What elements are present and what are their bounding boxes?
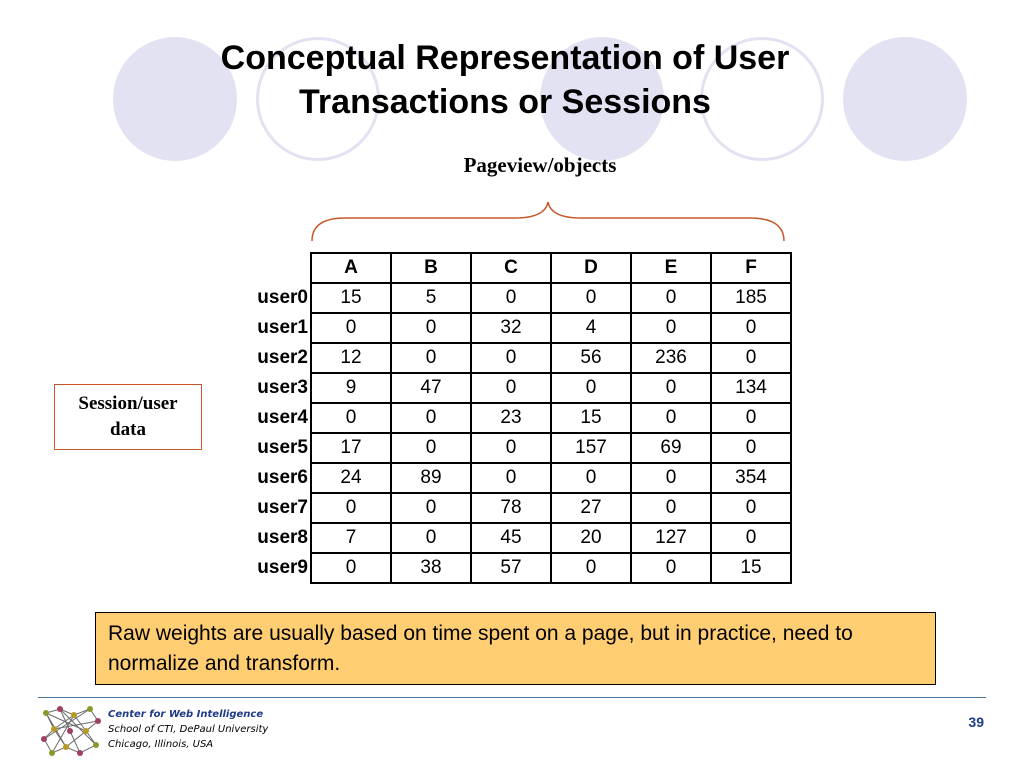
table-cell: 0 — [391, 343, 471, 373]
row-header: user1 — [257, 317, 308, 338]
row-header: user8 — [257, 527, 308, 548]
table-cell: 185 — [711, 283, 791, 313]
table-row — [232, 343, 791, 373]
web-network-logo-icon — [40, 703, 102, 759]
row-header: user7 — [257, 497, 308, 518]
footer-divider — [38, 697, 986, 698]
table-row — [232, 523, 791, 553]
footer-organization — [108, 707, 268, 752]
table-cell: 0 — [551, 283, 631, 313]
footer-school: School of CTI, DePaul University — [108, 724, 269, 735]
table-corner — [232, 253, 311, 283]
pageview-objects-label: Pageview/objects — [463, 153, 617, 177]
slide-title: Conceptual Representation of User Transactions or Sessions — [220, 39, 790, 121]
table-row — [232, 313, 791, 343]
row-header: user6 — [257, 467, 308, 488]
column-header-c: C — [471, 253, 551, 283]
table-cell: 0 — [311, 313, 391, 343]
table-cell: 0 — [631, 283, 711, 313]
table-cell: 0 — [471, 283, 551, 313]
page-number: 39 — [968, 714, 984, 730]
table-cell: 0 — [711, 313, 791, 343]
table-cell: 236 — [631, 343, 711, 373]
table-cell: 0 — [471, 463, 551, 493]
column-header-d: D — [551, 253, 631, 283]
table-cell: 0 — [711, 523, 791, 553]
table-cell: 134 — [711, 373, 791, 403]
table-cell: 0 — [471, 433, 551, 463]
table-cell: 0 — [551, 463, 631, 493]
table-cell: 0 — [711, 343, 791, 373]
row-header: user4 — [257, 407, 308, 428]
table-cell: 0 — [631, 403, 711, 433]
table-cell: 15 — [551, 403, 631, 433]
table-cell: 47 — [391, 373, 471, 403]
session-user-data-label: Session/user data — [78, 393, 178, 440]
row-header: user9 — [257, 557, 308, 578]
table-cell: 17 — [311, 433, 391, 463]
table-cell: 15 — [311, 283, 391, 313]
column-header-e: E — [631, 253, 711, 283]
table-cell: 0 — [551, 373, 631, 403]
table-cell: 0 — [711, 403, 791, 433]
table-cell: 0 — [311, 493, 391, 523]
table-cell: 7 — [311, 523, 391, 553]
table-row — [232, 493, 791, 523]
note-box — [95, 612, 936, 685]
table-cell: 0 — [311, 553, 391, 583]
column-header-f: F — [711, 253, 791, 283]
row-header: user5 — [257, 437, 308, 458]
table-cell: 0 — [631, 373, 711, 403]
curly-brace — [300, 196, 790, 246]
session-user-data-box — [54, 384, 202, 450]
table-cell: 0 — [711, 493, 791, 523]
table-cell: 0 — [631, 313, 711, 343]
column-header-a: A — [311, 253, 391, 283]
table-cell: 0 — [551, 553, 631, 583]
table-cell: 0 — [631, 553, 711, 583]
table-cell: 0 — [391, 433, 471, 463]
table-row — [232, 403, 791, 433]
session-pageview-matrix — [232, 252, 792, 584]
row-header: user0 — [257, 287, 308, 308]
table-cell: 0 — [471, 373, 551, 403]
column-header-b: B — [391, 253, 471, 283]
footer-location: Chicago, Illinois, USA — [108, 739, 214, 750]
table-cell: 45 — [471, 523, 551, 553]
row-header: user3 — [257, 377, 308, 398]
table-row — [232, 553, 791, 583]
table-row — [232, 433, 791, 463]
table-cell: 354 — [711, 463, 791, 493]
table-cell: 23 — [471, 403, 551, 433]
table-row — [232, 283, 791, 313]
table-row — [232, 463, 791, 493]
table-cell: 32 — [471, 313, 551, 343]
table-cell: 0 — [391, 313, 471, 343]
table-row — [232, 373, 791, 403]
table-cell: 89 — [391, 463, 471, 493]
table-cell: 157 — [551, 433, 631, 463]
table-cell: 127 — [631, 523, 711, 553]
table-cell: 56 — [551, 343, 631, 373]
table-cell: 9 — [311, 373, 391, 403]
table-cell: 20 — [551, 523, 631, 553]
table-cell: 0 — [311, 403, 391, 433]
table-cell: 24 — [311, 463, 391, 493]
table-cell: 0 — [391, 523, 471, 553]
table-cell: 38 — [391, 553, 471, 583]
table-cell: 57 — [471, 553, 551, 583]
table-cell: 15 — [711, 553, 791, 583]
table-cell: 12 — [311, 343, 391, 373]
table-cell: 0 — [391, 493, 471, 523]
table-cell: 78 — [471, 493, 551, 523]
table-cell: 0 — [711, 433, 791, 463]
note-text: Raw weights are usually based on time spent on a page, but in practice, need to normalize and transform. — [108, 622, 853, 675]
table-cell: 0 — [391, 403, 471, 433]
table-cell: 0 — [631, 493, 711, 523]
table-cell: 69 — [631, 433, 711, 463]
table-cell: 5 — [391, 283, 471, 313]
table-cell: 4 — [551, 313, 631, 343]
footer-org-name: Center for Web Intelligence — [108, 709, 264, 720]
row-header: user2 — [257, 347, 308, 368]
table-cell: 0 — [471, 343, 551, 373]
table-cell: 0 — [631, 463, 711, 493]
table-cell: 27 — [551, 493, 631, 523]
